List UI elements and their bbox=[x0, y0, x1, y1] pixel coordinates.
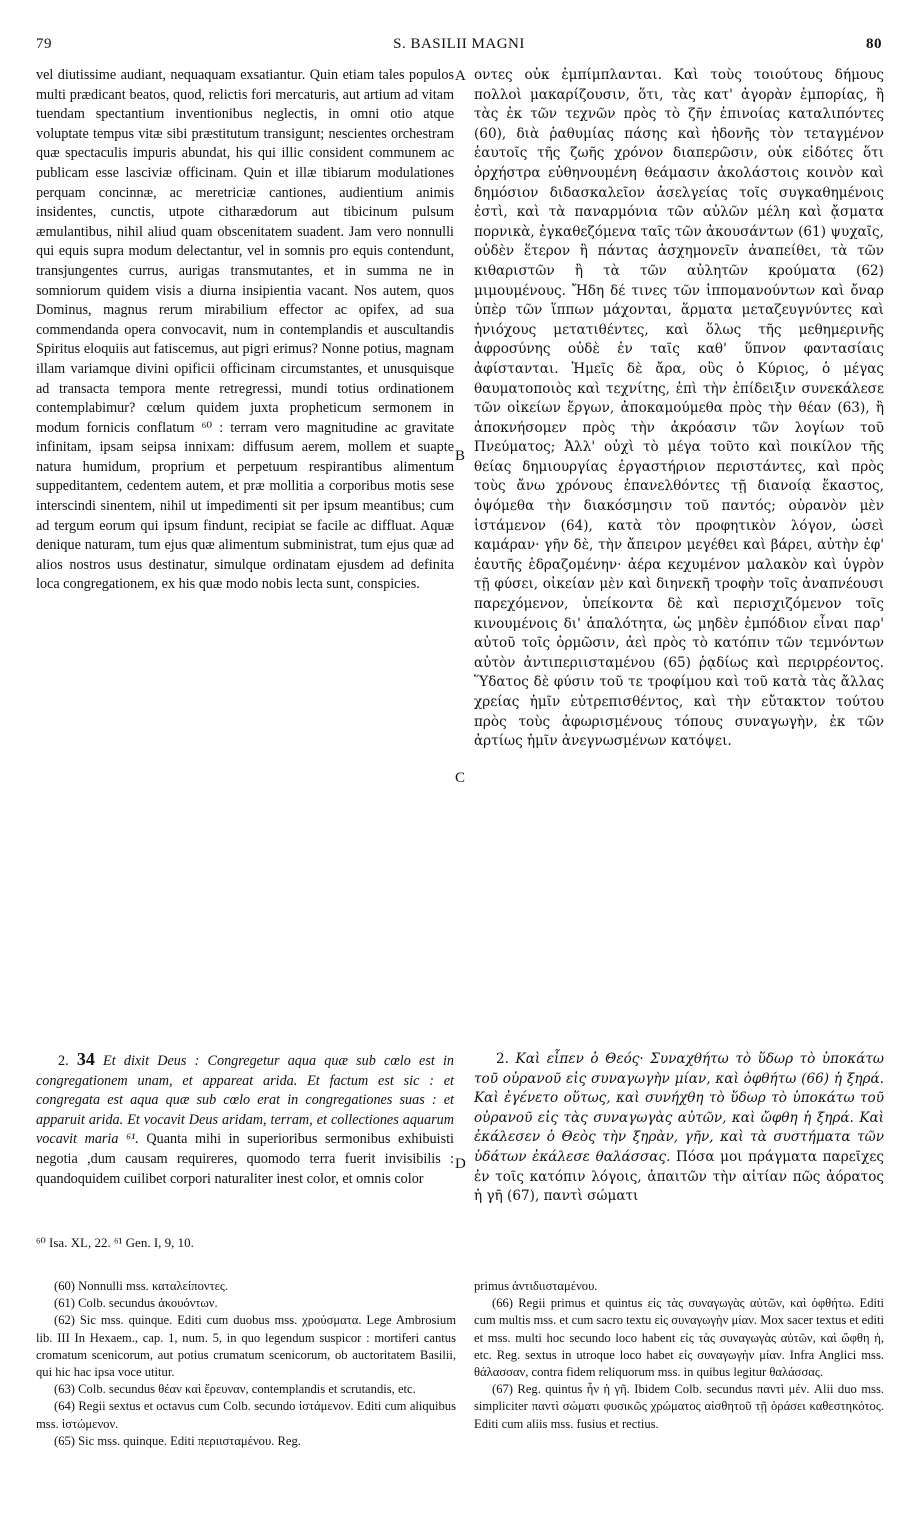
latin-section-mark: 34 bbox=[76, 1049, 95, 1069]
latin-section-2-text: Quanta mihi in superioribus sermonibus exhibuisti negotia ,dum causam requireres, quomodo terra fuerit invisibilis : quandoquidem cuilibet corpori naturaliter inest color, et omnis color bbox=[36, 1131, 454, 1187]
footnote: (66) Regii primus et quintus εἰς τὰς συναγωγὰς αὐτῶν, καὶ ὀφθήτω. Editi cum multis mss. et cum sacro textu εἰς συναγωγὴν μίαν. Mox sacer textus et editi et mss. multi hoc secundo loco habent εἰς τὰς συναγωγὰς αὐτῶν, καὶ ὤφθη ἡ, etc. Reg. sextus in utroque loco habet εἰς συναγωγὴν μίαν. Infra Anglici mss. θάλασσαν, contra fidem reliquorum mss. in quibus legitur θαλάσσας. bbox=[474, 1296, 884, 1380]
margin-letter-c: C bbox=[455, 770, 466, 786]
margin-letter-d: D bbox=[455, 1156, 466, 1172]
footnotes-left bbox=[36, 1278, 456, 1450]
running-header bbox=[36, 36, 882, 58]
latin-column-main bbox=[36, 66, 454, 595]
footnotes-right bbox=[474, 1278, 884, 1433]
latin-verse-quote: Et dixit Deus : Congregetur aqua quæ sub cœlo est in congregationem unam, et appareat arida. Et factum est sic : et congregata est aqua quæ sub cœlo erat in congregationes suas : et apparuit arida. Et vocavit Deus aridam, terram, et collectiones aquarum vocavit maria ⁶¹. bbox=[36, 1053, 455, 1148]
greek-section-2 bbox=[474, 1050, 884, 1207]
latin-paragraph: vel diutissime audiant, nequaquam exsatiantur. Quin etiam tales populos multi prædicant beatos, quod, relictis fori mercaturis, aut artium ad vitam tuendam spectantium inventionibus neglectis, in omni otio atque voluptate tempus vitæ sibi præstitutum transigunt; nescientes orchestram quæ spectaculis impuris abundat, his qui illic consident communem ac publicam esse lasciviæ officinam. Quin et illæ tibiarum modulationes perquam concinnæ, ac meretriciæ cantiones, audientium animis insidentes, cunctis, utpote citharædorum aut tibicinum pulsum æmulantibus, nihil aliud quam obscenitatem suadent. Jam vero nonnulli qui equis supra modum delectantur, vel in somnis pro equis contendunt, transjungentes currus, aurigas transmutantes, et in summa ne in somniorum quidem visis a diurna insipientia vacant. Nos autem, quos Dominus, magnus rerum mirabilium effector ac opifex, ad sua commendanda opera convocavit, num in contemplandis et auscultandis Spiritus eloquiis aut fatiscemus, aut pigri erimus? Nonne potius, magnam illam variamque divini opificii officinam circumstantes, et unusquisque ad transacta tempora mente retregressi, mundi totius ordinationem contemplabimur? cœlum quidem juxta propheticum sermonem in modum fornicis conflatum ⁶⁰ : terram vero magnitudine ac gravitate infinitam, ipsam seipsa innixam: diffusum aerem, mollem et suapte natura humidum, proprium et perpetuum respirantibus alimentum suppeditantem, cedentem autem, et præ mollitia a corporibus motis sese interscindi sinentem, nihil ut impedimenti sit per ipsum meantibus; cum ad tergum eorum qui ipsum findunt, recipiat se facile ac diffluat. Aquæ denique naturam, tum ejus quæ alimentum subministrat, tum ejus quæ ad alios nostros usus destinatur, simulque ordinatam ejusdem ad definita loca congregationem, ex his quæ modo nobis lecta sunt, conspicies. bbox=[36, 67, 454, 593]
greek-column-main bbox=[474, 66, 884, 752]
margin-letter-a: A bbox=[455, 68, 466, 84]
running-title: S. BASILII MAGNI bbox=[393, 36, 525, 52]
footnote: (64) Regii sextus et octavus cum Colb. secundo ἱστάμενον. Editi cum aliquibus mss. ἱστώμενον. bbox=[36, 1399, 456, 1431]
latin-section-number: 2. bbox=[58, 1053, 69, 1069]
greek-paragraph: οντες οὐκ ἐμπίμπλανται. Καὶ τοὺς τοιούτους δήμους πολλοὶ μακαρίζουσιν, ὅτι, τὰς κατ' ἀγορὰν ἐμπορίας, ἢ τὰς ἐκ τῶν τεχνῶν πρὸς τὸ ζῆν ἐπινοίας καταλιπόντες (60), διὰ ῥαθυμίας πάσης καὶ ἡδονῆς τὸν τεταγμένον ἑαυτοῖς τῆς ζωῆς χρόνον διαπερῶσιν, οὐκ εἰδότες ὅτι ὀρχήστρα εὐθηνουμένη θεάμασιν ἀκολάστοις κοινὸν καὶ δημόσιον διδασκαλεῖον ἀσελγείας τοῖς συγκαθημένοις ἐστὶ, καὶ τὰ παναρμόνια τῶν αὐλῶν μέλη καὶ ᾄσματα πορνικὰ, ἐγκαθεζόμενα ταῖς τῶν ἀκουσάντων (61) ψυχαῖς, οὐδὲν ἕτερον ἢ πάντας ἀσχημονεῖν ἀναπείθει, τὰ τῶν κιθαριστῶν ἢ τὰ τῶν αὐλητῶν κρούματα (62) μιμουμένους. Ἤδη δέ τινες τῶν ἱππομανούντων καὶ ὄναρ ὑπὲρ τῶν ἵππων μάχονται, ἅρματα μεταζευγνύντες καὶ ἡνιόχους μετατιθέντες, καὶ ὅλως τῆς μεθημερινῆς ἀφροσύνης οὐδὲ ἐν ταῖς καθ' ὕπνον φαντασίαις ἀφίστανται. Ἡμεῖς δὲ ἄρα, οὓς ὁ Κύριος, ὁ μέγας θαυματοποιὸς καὶ τεχνίτης, ἐπὶ τὴν ἐπίδειξιν συνεκάλεσε τῶν οἰκείων ἔργων, ἀποκαμούμεθα πρὸς τὴν θέαν (63), ἢ ἀποκνήσομεν πρὸς τὴν ἀκρόασιν τῶν λογίων τοῦ Πνεύματος; Ἀλλ' οὐχὶ τὸ μέγα τοῦτο καὶ ποικίλον τῆς θείας δημιουργίας ἐργαστήριον περιστάντες, καὶ πρὸς τοὺς ἄνω χρόνους ἐπανελθόντες τῇ διανοίᾳ ἕκαστος, ὀψόμεθα τὴν διακόσμησιν τοῦ παντός; οὐρανὸν μὲν ἱστάμενον (64), κατὰ τὸν προφητικὸν λόγον, ὡσεὶ καμάραν· γῆν δὲ, τὴν ἄπειρον μεγέθει καὶ βάρει, αὐτὴν ἐφ' ἑαυτῆς ἑδραζομένην· ἀέρα κεχυμένον μαλακὸν καὶ ὑγρὸν τῇ φύσει, οἰκείαν μὲν καὶ διηνεκῆ τροφὴν τοῖς ἀναπνέουσι παρεχόμενον, ὑπείκοντα δὲ καὶ περισχιζόμενον τοῖς κινουμένοις δι' ἁπαλότητα, ὡς μηδὲν ἐμπόδιον εἶναι παρ' αὐτοῦ τοῖς ὁρμῶσιν, ἀεὶ πρὸς τὸ κατόπιν τῶν τεμνόντων αὐτὸν ἀντιπεριισταμένου (65) ῥᾳδίως καὶ περιρρέοντος. Ὕδατος δὲ φύσιν τοῦ τε τροφίμου καὶ τοῦ κατὰ τὰς ἄλλας χρείας ἡμῖν εὐτρεπισθέντος, καὶ τὴν εὔτακτον τούτου πρὸς τοὺς ἀφωρισμένους τόπους συναγωγὴν, ἐκ τῶν ἀρτίως ἡμῖν ἀνεγνωσμένων κατόψει. bbox=[474, 67, 884, 750]
margin-letter-b: B bbox=[455, 448, 466, 464]
greek-section-2-paragraph bbox=[474, 1050, 884, 1207]
footnote: (63) Colb. secundus θέαν καὶ ἔρευναν, contemplandis et scrutandis, etc. bbox=[54, 1382, 416, 1397]
greek-section-2-text: Πόσα μοι πράγματα παρεῖχες ἐν τοῖς κατόπιν λόγοις, ἀπαιτῶν τὴν αἰτίαν πῶς ἀόρατος ἡ γῆ (67), παντὶ σώματι bbox=[474, 1148, 884, 1205]
latin-section-2 bbox=[36, 1050, 454, 1189]
page-number-left: 79 bbox=[36, 36, 52, 52]
greek-verse-quote: Καὶ εἶπεν ὁ Θεός· Συναχθήτω τὸ ὕδωρ τὸ ὑποκάτω τοῦ οὐρανοῦ εἰς συναγωγὴν μίαν, καὶ ὀφθήτω (66) ἡ ξηρά. Καὶ ἐγένετο οὕτως, καὶ συνήχθη τὸ ὕδωρ τὸ ὑποκάτω τοῦ οὐρανοῦ εἰς τὰς συναγωγὰς αὐτῶν, καὶ ὤφθη ἡ ξηρά. Καὶ ἐκάλεσεν ὁ Θεὸς τὴν ξηρὰν, γῆν, καὶ τὰ συστήματα τῶν ὑδάτων ἐκάλεσε θαλάσσας. bbox=[474, 1051, 884, 1165]
scripture-references: ⁶⁰ Isa. XL, 22. ⁶¹ Gen. I, 9, 10. bbox=[36, 1235, 194, 1250]
footnote: (65) Sic mss. quinque. Editi περιισταμένου. Reg. bbox=[54, 1433, 301, 1448]
footnote: (67) Reg. quintus ἦν ἡ γῆ. Ibidem Colb. secundus παντὶ μέν. Alii duo mss. simpliciter παντὶ σώματι φυσικῶς χρώματος αἰσθητοῦ τῇ ὁράσει καθεστηκότος. Editi cum aliis mss. fusius et rectius. bbox=[474, 1382, 884, 1431]
page-number-right: 80 bbox=[866, 36, 882, 52]
footnote: primus ἀντιδιισταμένου. bbox=[474, 1279, 598, 1293]
footnote: (60) Nonnulli mss. καταλείποντες. bbox=[54, 1279, 229, 1293]
footnote: (62) Sic mss. quinque. Editi cum duobus mss. χρούσματα. Lege Ambrosium lib. III In Hexaem., cap. 1, num. 5, in quo legendum suspicor : mortiferi cantus cromatum scenicorum, aut potius crumatum scenicorum, ob auctoritatem Basilii, qui hic hac ipsa voce utitur. bbox=[36, 1313, 456, 1380]
greek-section-number: 2. bbox=[496, 1051, 509, 1067]
footnote: (61) Colb. secundus ἀκουόντων. bbox=[54, 1296, 218, 1311]
latin-section-2-paragraph bbox=[36, 1050, 454, 1189]
